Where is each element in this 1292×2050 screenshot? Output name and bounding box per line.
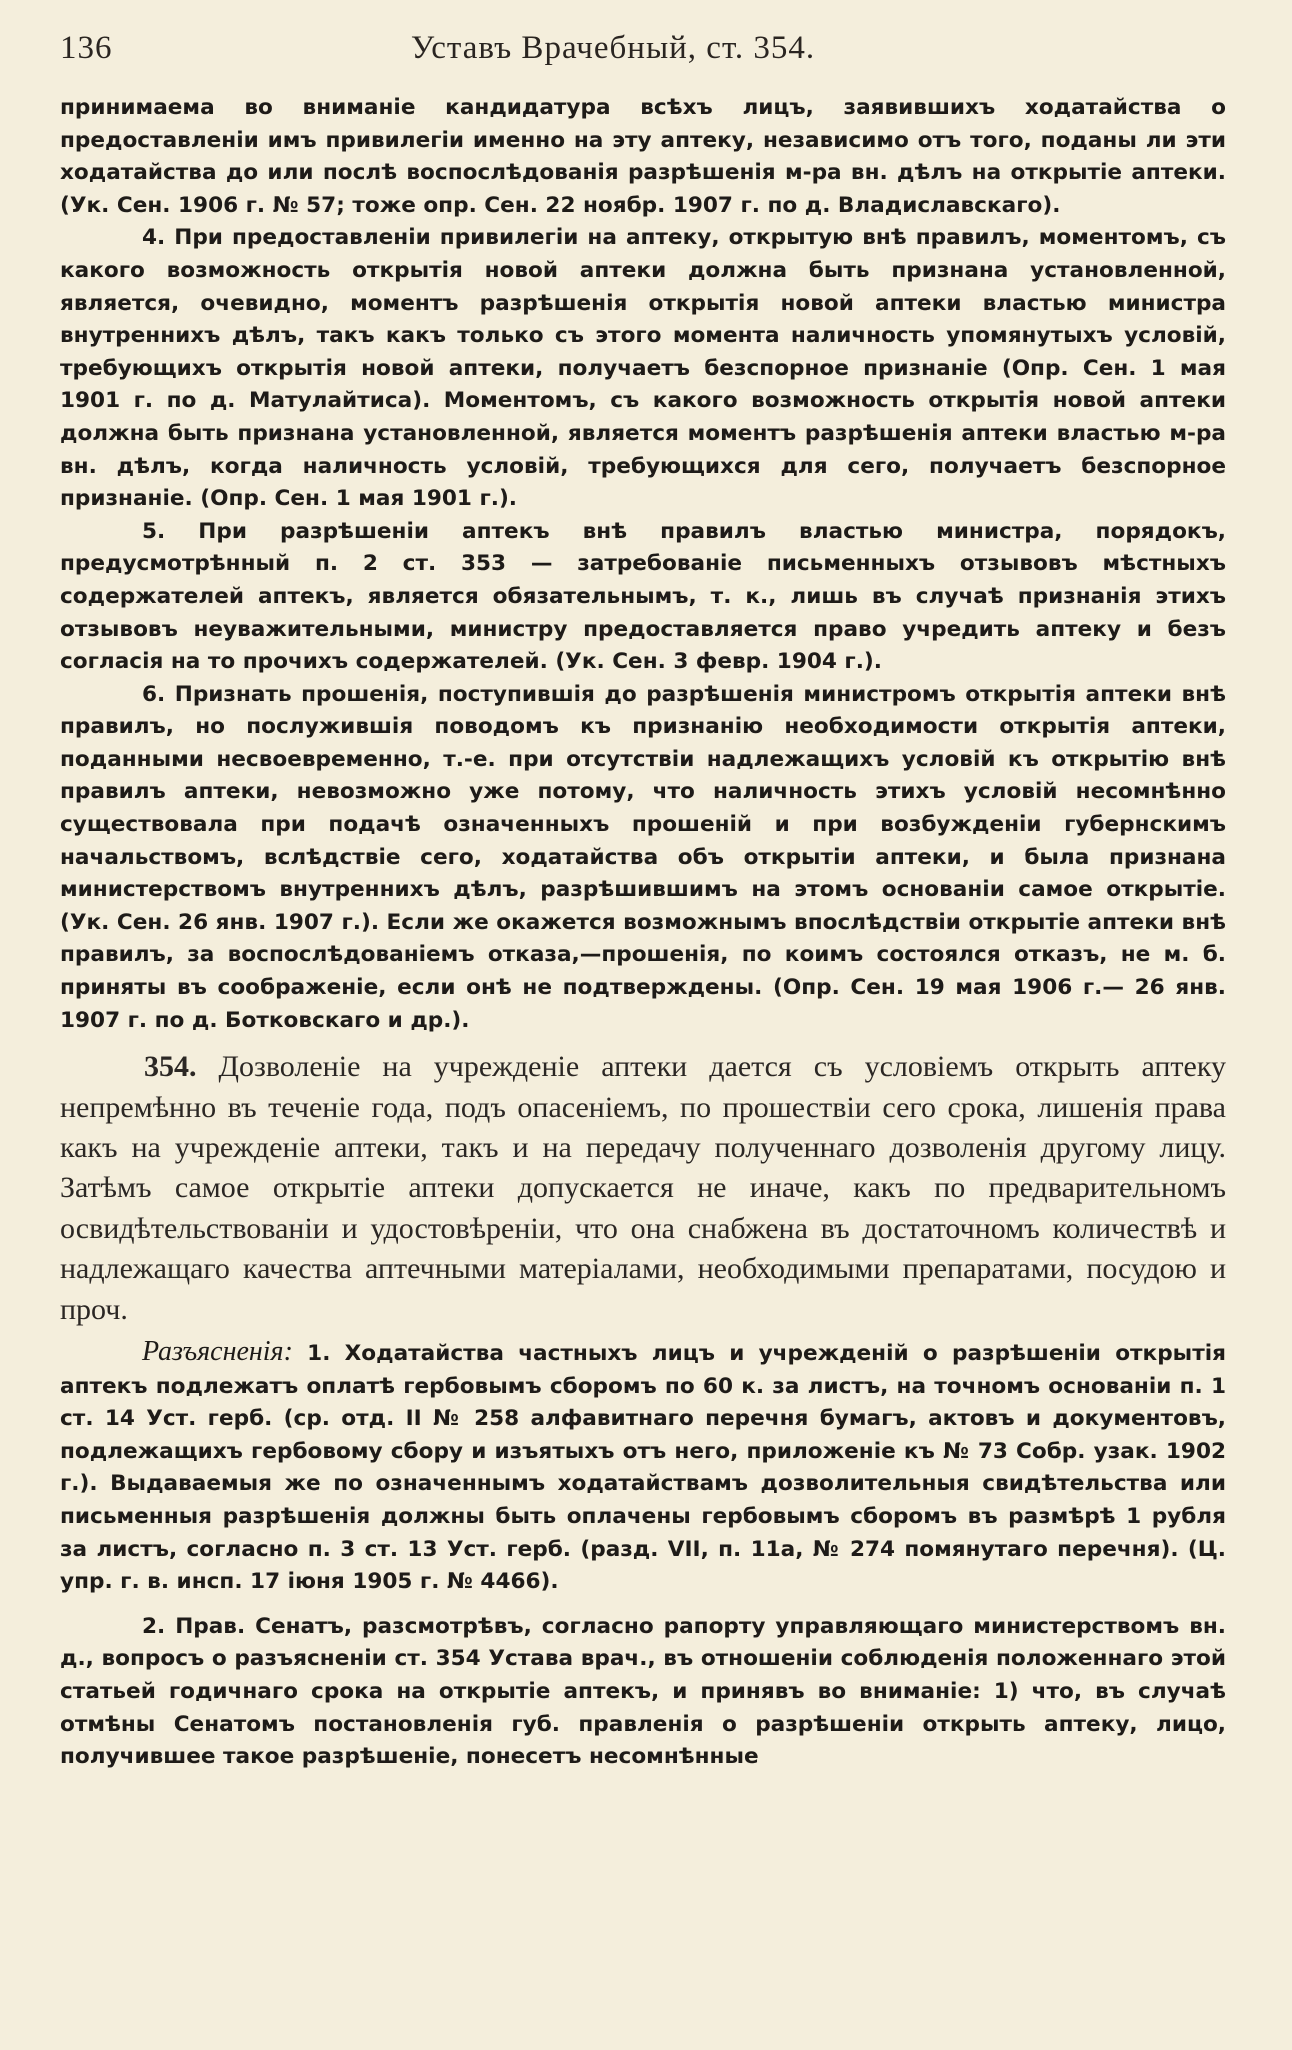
article-354 bbox=[60, 1047, 1226, 1330]
article-text: Дозволеніе на учрежденіе аптеки дается съ условіемъ открыть аптеку непремѣнно въ теченіе года, подъ опасеніемъ, по прошествіи сего срока, лишенія права какъ на учрежденіе аптеки, такъ и на передачу полученнаго дозволенія другому лицу. Затѣмъ самое открытіе аптеки допускается не иначе, какъ по предварительномъ освидѣтельствованіи и удостовѣреніи, что она снабжена въ достаточномъ количествѣ и надлежащаго качества аптечными матеріалами, необходимыми препаратами, посудою и проч. bbox=[60, 1050, 1226, 1326]
paragraph-4: 4. При предоставленіи привилегіи на аптеку, открытую внѣ правилъ, моментомъ, съ какого возможность открытія новой аптеки должна быть признана установленной, является, очевидно, моментъ разрѣшенія открытія новой аптеки властью министра внутреннихъ дѣлъ, такъ какъ только съ этого момента наличность упомянутыхъ условій, требующихъ открытія новой аптеки, получаетъ безспорное признаніе (Опр. Сен. 1 мая 1901 г. по д. Матулайтиса). Моментомъ, съ какого возможность открытія новой аптеки должна быть признана установленной, является моментъ разрѣшенія аптеки властью м-ра вн. дѣлъ, когда наличность условій, требующихся для сего, получаетъ безспорное признаніе. (Опр. Сен. 1 мая 1901 г.). bbox=[60, 225, 1226, 512]
running-title: Уставъ Врачебный, ст. 354. bbox=[410, 30, 816, 66]
paragraph-continuation: принимаема во вниманіе кандидатура всѣхъ лицъ, заявившихъ ходатайства о предоставленіи имъ привилегіи именно на эту аптеку, независимо отъ того, поданы ли эти ходатайства до или послѣ воспослѣдованія разрѣшенія м-ра вн. дѣлъ на открытіе аптеки. (Ук. Сен. 1906 г. № 57; тоже опр. Сен. 22 ноябр. 1907 г. по д. Владиславскаго). bbox=[60, 95, 1226, 218]
page-number: 136 bbox=[60, 30, 113, 66]
explanation-1 bbox=[60, 1336, 1226, 1599]
explanation-1-text: 1. Ходатайства частныхъ лицъ и учрежденій о разрѣшеніи открытія аптекъ подлежатъ оплатѣ гербовымъ сборомъ по 60 к. за листъ, на точномъ основаніи п. 1 ст. 14 Уст. герб. (ср. отд. II № 258 алфавитнаго перечня бумагъ, актовъ и документовъ, подлежащихъ гербовому сбору и изъятыхъ отъ него, приложеніе къ № 73 Собр. узак. 1902 г.). Выдаваемыя же по означеннымъ ходатайствамъ дозволительныя свидѣтельства или письменныя разрѣшенія должны быть оплачены гербовымъ сборомъ въ размѣрѣ 1 рубля за листъ, согласно п. 3 ст. 13 Уст. герб. (разд. VII, п. 11а, № 274 помянутаго перечня). (Ц. упр. г. в. инсп. 17 іюня 1905 г. № 4466). bbox=[60, 1341, 1226, 1595]
spacer bbox=[60, 1599, 1226, 1611]
paragraph-6: 6. Признать прошенія, поступившія до разрѣшенія министромъ открытія аптеки внѣ правилъ, но послужившія поводомъ къ признанію необходимости открытія аптеки, поданными несвоевременно, т.-е. при отсутствіи надлежащихъ условій къ открытію внѣ правилъ аптеки, невозможно уже потому, что наличность этихъ условій несомнѣнно существовала при подачѣ означенныхъ прошеній и при возбужденіи губернскимъ начальствомъ, вслѣдствіе сего, ходатайства объ открытіи аптеки, и была признана министерствомъ внутреннихъ дѣлъ, разрѣшившимъ на этомъ основаніи самое открытіе. (Ук. Сен. 26 янв. 1907 г.). Если же окажется возможнымъ впослѣдствіи открытіе аптеки внѣ правилъ, за воспослѣдованіемъ отказа,—прошенія, по коимъ состоялся отказъ, не м. б. приняты въ соображеніе, если онѣ не подтверждены. (Опр. Сен. 19 мая 1906 г.— 26 янв. 1907 г. по д. Ботковскаго и др.). bbox=[60, 681, 1226, 1033]
explanations-title: Разъясненія: bbox=[142, 1336, 293, 1368]
page-header bbox=[60, 30, 1226, 92]
explanations-block bbox=[60, 1336, 1226, 1774]
article-number: 354. bbox=[144, 1050, 197, 1084]
explanation-2: 2. Прав. Сенатъ, разсмотрѣвъ, согласно рапорту управляющаго министерствомъ вн. д., вопросъ о разъясненіи ст. 354 Устава врач., въ отношеніи соблюденія положеннаго этой статьей годичнаго срока на открытіе аптекъ, и принявъ во вниманіе: 1) что, въ случаѣ отмѣны Сенатомъ постановленія губ. правленія о разрѣшеніи открыть аптеку, лицо, получившее такое разрѣшеніе, понесетъ несомнѣнные bbox=[60, 1613, 1226, 1770]
commentary-block bbox=[60, 92, 1226, 1037]
paragraph-5: 5. При разрѣшеніи аптекъ внѣ правилъ властью министра, порядокъ, предусмотрѣнный п. 2 ст. 353 — затребованіе письменныхъ отзывовъ мѣстныхъ содержателей аптекъ, является обязательнымъ, т. к., лишь въ случаѣ признанія этихъ отзывовъ неуважительными, министру предоставляется право учредить аптеку и безъ согласія на то прочихъ содержателей. (Ук. Сен. 3 февр. 1904 г.). bbox=[60, 518, 1226, 675]
